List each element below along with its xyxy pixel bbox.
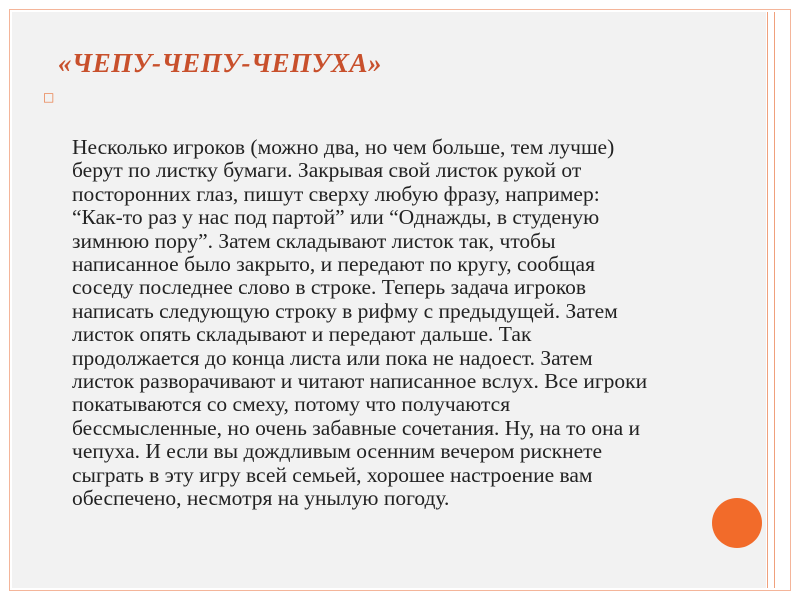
- body-line: обеспечено, несмотря на унылую погоду.: [72, 486, 450, 511]
- body-line: посторонних глаз, пишут сверху любую фразу, например:: [72, 181, 600, 206]
- body-line: сыграть в эту игру всей семьей, хорошее настроение вам: [72, 462, 593, 487]
- decorative-line-right: [774, 12, 775, 588]
- accent-circle: [712, 498, 762, 548]
- body-line: чепуха. И если вы дождливым осенним вечером рискнете: [72, 439, 603, 464]
- body-line: зимнюю пору”. Затем складывают листок так, чтобы: [72, 228, 556, 253]
- body-line: берут по листку бумаги. Закрывая свой листок рукой от: [72, 158, 582, 183]
- body-line: продолжается до конца листа или пока не надоест. Затем: [72, 345, 593, 370]
- slide-title: «ЧЕПУ-ЧЕПУ-ЧЕПУХА»: [58, 48, 382, 78]
- body-line: покатываются со смеху, потому что получаются: [72, 392, 511, 417]
- body-line: Несколько игроков (можно два, но чем больше, тем лучше): [72, 135, 615, 159]
- square-bullet-icon: □: [43, 90, 55, 104]
- body-line: листок разворачивают и читают написанное вслух. Все игроки: [72, 369, 648, 394]
- body-line: бессмысленные, но очень забавные сочетания. Ну, на то она и: [72, 415, 640, 440]
- body-line: написать следующую строку в рифму с предыдущей. Затем: [72, 298, 618, 323]
- body-line: “Как-то раз у нас под партой” или “Однажды, в студеную: [72, 205, 600, 230]
- body-line: написанное было закрыто, и передают по кругу, сообщая: [72, 252, 595, 277]
- body-line: листок опять складывают и передают дальше. Так: [72, 322, 532, 347]
- body-paragraph: [72, 136, 752, 511]
- decorative-line-left: [767, 12, 768, 588]
- decorative-side-strip: [766, 12, 788, 588]
- body-line: соседу последнее слово в строке. Теперь задача игроков: [72, 275, 587, 300]
